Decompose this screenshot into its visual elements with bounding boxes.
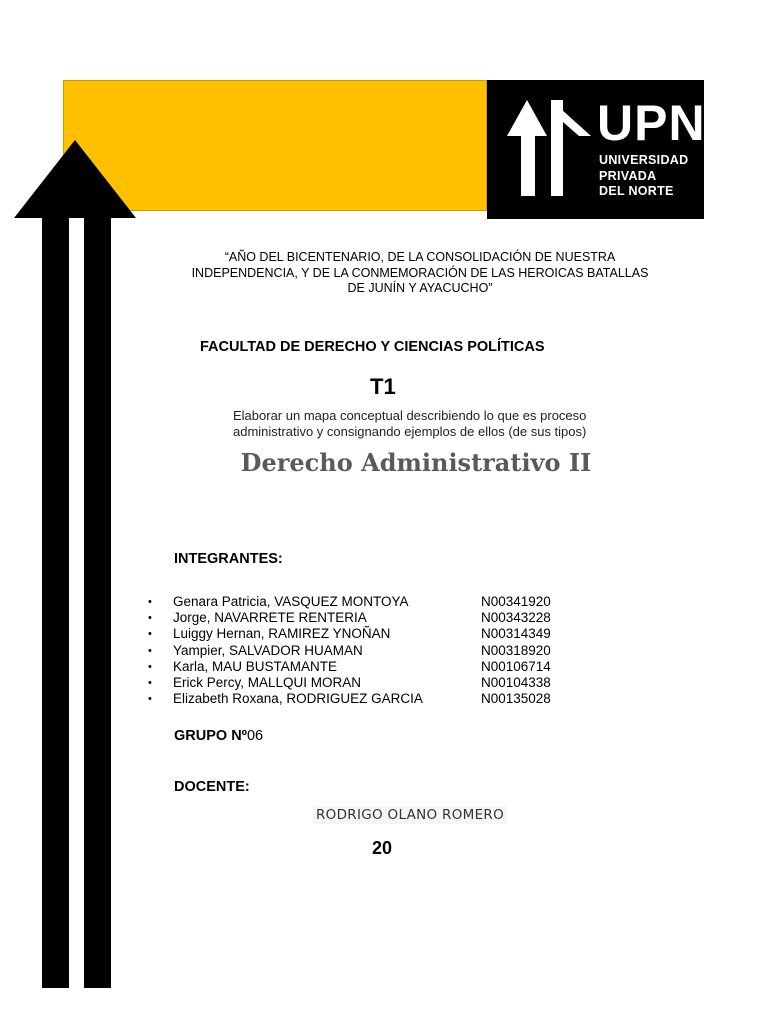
anio-motto <box>170 250 670 297</box>
bullet: • <box>148 676 152 689</box>
member-name: Erick Percy, MALLQUI MORAN <box>173 674 362 690</box>
member-code: N00318920 <box>481 642 551 658</box>
member-name: Luiggy Hernan, RAMIREZ YNOÑAN <box>173 626 391 642</box>
task-line: administrativo y consignando ejemplos de ellos (de sus tipos) <box>233 424 587 439</box>
member-code: N00106714 <box>481 658 551 674</box>
teacher-heading: DOCENTE: <box>174 779 250 795</box>
anio-line: INDEPENDENCIA, Y DE LA CONMEMORACIÓN DE LAS HEROICAS BATALLAS <box>191 265 649 280</box>
logo-subtitle-line: UNIVERSIDAD <box>599 153 689 167</box>
member-code: N00104338 <box>481 674 551 690</box>
group-number <box>174 728 263 744</box>
member-code: N00341920 <box>481 594 551 609</box>
members-heading: INTEGRANTES: <box>174 551 283 567</box>
task-code: T1 <box>370 374 396 399</box>
arrow-decoration <box>0 0 140 1024</box>
member-name: Elizabeth Roxana, RODRIGUEZ GARCIA <box>173 691 423 707</box>
member-name: Yampier, SALVADOR HUAMAN <box>173 642 363 658</box>
upn-arrow-icon <box>507 100 593 198</box>
faculty-title: FACULTAD DE DERECHO Y CIENCIAS POLÍTICAS <box>200 339 545 355</box>
course-title: Derecho Administrativo II <box>240 448 592 477</box>
member-name: Jorge, NAVARRETE RENTERIA <box>173 610 367 626</box>
member-name: Genara Patricia, VASQUEZ MONTOYA <box>173 594 409 609</box>
task-description <box>233 408 633 440</box>
task-line: Elaborar un mapa conceptual describiendo lo que es proceso <box>233 408 587 423</box>
logo-subtitle-line: DEL NORTE <box>599 184 674 198</box>
teacher-name: RODRIGO OLANO ROMERO <box>313 806 507 824</box>
anio-line: DE JUNÍN Y AYACUCHO” <box>347 281 493 295</box>
bullet: • <box>148 628 152 641</box>
upn-logo <box>487 80 704 219</box>
group-label: GRUPO Nº <box>174 728 247 744</box>
member-name: Karla, MAU BUSTAMANTE <box>173 658 338 674</box>
logo-subtitle <box>599 153 688 200</box>
member-code: N00343228 <box>481 610 551 626</box>
anio-line: “AÑO DEL BICENTENARIO, DE LA CONSOLIDACIÓN DE NUESTRA <box>224 250 616 264</box>
logo-brand: UPN <box>597 95 706 151</box>
bullet: • <box>148 693 152 706</box>
bullet: • <box>148 644 152 657</box>
bullet: • <box>148 612 152 625</box>
member-code: N00314349 <box>481 626 551 642</box>
bullet: • <box>148 660 152 673</box>
group-value: 06 <box>246 728 264 744</box>
page-number: 20 <box>372 838 393 858</box>
logo-subtitle-line: PRIVADA <box>599 168 657 183</box>
bullet: • <box>148 596 152 608</box>
member-code: N00135028 <box>481 691 551 707</box>
